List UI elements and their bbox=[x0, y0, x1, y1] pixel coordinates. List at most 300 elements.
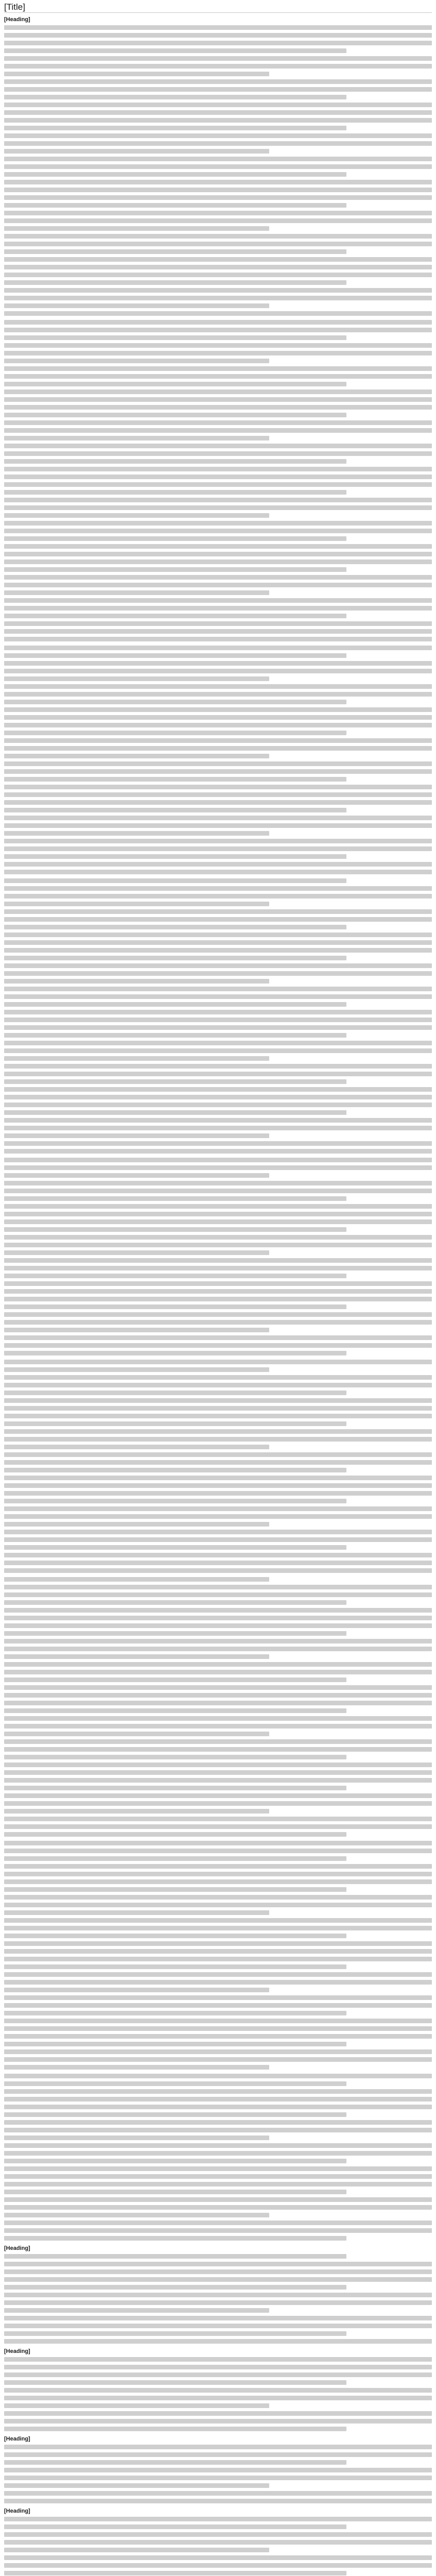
text-line-placeholder bbox=[4, 1522, 269, 1527]
text-line-placeholder bbox=[4, 33, 432, 38]
text-line-placeholder bbox=[4, 87, 432, 92]
text-line-placeholder bbox=[4, 374, 432, 379]
section bbox=[4, 646, 432, 874]
text-line-placeholder bbox=[4, 2532, 432, 2537]
text-line-placeholder bbox=[4, 359, 269, 363]
text-line-placeholder bbox=[4, 2228, 432, 2233]
text-line-placeholder bbox=[4, 544, 432, 549]
text-line-placeholder bbox=[4, 1056, 269, 1061]
text-line-placeholder bbox=[4, 590, 269, 595]
text-line-placeholder bbox=[4, 103, 432, 107]
text-line-placeholder bbox=[4, 707, 432, 712]
text-line-placeholder bbox=[4, 25, 432, 30]
text-line-placeholder bbox=[4, 1335, 432, 1340]
text-line-placeholder bbox=[4, 172, 346, 177]
text-line-placeholder bbox=[4, 1506, 432, 1511]
text-line-placeholder bbox=[4, 552, 432, 556]
text-line-placeholder bbox=[4, 1747, 432, 1752]
text-line-placeholder bbox=[4, 498, 432, 502]
text-line-placeholder bbox=[4, 1103, 432, 1107]
text-line-placeholder bbox=[4, 560, 432, 564]
text-line-placeholder bbox=[4, 1204, 432, 1209]
text-line-placeholder bbox=[4, 1918, 432, 1923]
text-line-placeholder bbox=[4, 133, 432, 138]
text-line-placeholder bbox=[4, 459, 346, 464]
text-line-placeholder bbox=[4, 234, 432, 239]
text-line-placeholder bbox=[4, 598, 432, 603]
text-line-placeholder bbox=[4, 629, 432, 634]
text-line-placeholder bbox=[4, 1212, 432, 1216]
text-line-placeholder bbox=[4, 2269, 432, 2274]
text-line-placeholder bbox=[4, 226, 269, 231]
text-line-placeholder bbox=[4, 1849, 432, 1853]
text-line-placeholder bbox=[4, 1872, 432, 1876]
text-line-placeholder bbox=[4, 1670, 432, 1674]
text-line-placeholder bbox=[4, 917, 432, 922]
text-line-placeholder bbox=[4, 1895, 432, 1900]
text-line-placeholder bbox=[4, 536, 346, 541]
text-line-placeholder bbox=[4, 1165, 432, 1170]
text-line-placeholder bbox=[4, 1716, 432, 1721]
text-line-placeholder bbox=[4, 1957, 432, 1961]
text-line-placeholder bbox=[4, 1530, 432, 1534]
text-line-placeholder bbox=[4, 2555, 432, 2560]
text-line-placeholder bbox=[4, 606, 432, 611]
text-line-placeholder bbox=[4, 149, 269, 154]
section bbox=[4, 320, 432, 641]
text-line-placeholder bbox=[4, 1553, 432, 1557]
text-line-placeholder bbox=[4, 669, 432, 673]
text-line-placeholder bbox=[4, 2205, 432, 2210]
text-line-placeholder bbox=[4, 1616, 432, 1620]
text-line-placeholder bbox=[4, 614, 346, 618]
text-line-placeholder bbox=[4, 2042, 346, 2046]
text-line-placeholder bbox=[4, 963, 432, 968]
text-line-placeholder bbox=[4, 405, 432, 410]
section bbox=[4, 1577, 432, 1837]
text-line-placeholder bbox=[4, 846, 432, 851]
text-line-placeholder bbox=[4, 2324, 432, 2328]
text-line-placeholder bbox=[4, 2112, 346, 2117]
text-line-placeholder bbox=[4, 1545, 346, 1550]
text-line-placeholder bbox=[4, 1452, 432, 1457]
text-line-placeholder bbox=[4, 1647, 432, 1651]
text-line-placeholder bbox=[4, 738, 432, 743]
text-line-placeholder bbox=[4, 157, 432, 161]
text-line-placeholder bbox=[4, 925, 346, 929]
text-line-placeholder bbox=[4, 2491, 432, 2496]
text-line-placeholder bbox=[4, 1778, 432, 1783]
text-line-placeholder bbox=[4, 1437, 432, 1442]
text-line-placeholder bbox=[4, 2483, 269, 2488]
text-line-placeholder bbox=[4, 1693, 432, 1698]
text-line-placeholder bbox=[4, 1274, 346, 1278]
text-line-placeholder bbox=[4, 878, 346, 883]
text-line-placeholder bbox=[4, 956, 346, 960]
text-line-placeholder bbox=[4, 1266, 432, 1270]
text-line-placeholder bbox=[4, 1980, 432, 1985]
text-line-placeholder bbox=[4, 1289, 432, 1294]
text-line-placeholder bbox=[4, 1033, 346, 1038]
text-line-placeholder bbox=[4, 1561, 432, 1565]
text-line-placeholder bbox=[4, 1360, 432, 1364]
text-line-placeholder bbox=[4, 265, 432, 269]
text-line-placeholder bbox=[4, 1189, 432, 1193]
text-line-placeholder bbox=[4, 1972, 432, 1977]
text-line-placeholder bbox=[4, 529, 432, 533]
text-line-placeholder bbox=[4, 1196, 346, 1201]
text-line-placeholder bbox=[4, 1367, 269, 1372]
text-line-placeholder bbox=[4, 1879, 432, 1884]
text-line-placeholder bbox=[4, 328, 432, 332]
text-line-placeholder bbox=[4, 72, 269, 76]
text-line-placeholder bbox=[4, 2003, 432, 2008]
text-line-placeholder bbox=[4, 1483, 432, 1488]
text-line-placeholder bbox=[4, 351, 432, 355]
text-line-placeholder bbox=[4, 2089, 432, 2094]
text-line-placeholder bbox=[4, 1631, 346, 1636]
text-line-placeholder bbox=[4, 1133, 269, 1138]
text-line-placeholder bbox=[4, 2159, 346, 2163]
text-line-placeholder bbox=[4, 2049, 432, 2054]
text-line-placeholder bbox=[4, 2499, 432, 2503]
text-line-placeholder bbox=[4, 2019, 432, 2023]
text-line-placeholder bbox=[4, 41, 432, 45]
text-line-placeholder bbox=[4, 320, 432, 325]
section-heading: [Heading] bbox=[4, 2436, 30, 2442]
text-line-placeholder bbox=[4, 1383, 432, 1387]
text-line-placeholder bbox=[4, 2357, 432, 2362]
section-heading: [Heading] bbox=[4, 16, 30, 23]
text-line-placeholder bbox=[4, 451, 432, 456]
text-line-placeholder bbox=[4, 979, 269, 984]
text-line-placeholder bbox=[4, 420, 432, 425]
text-line-placeholder bbox=[4, 1391, 346, 1395]
text-line-placeholder bbox=[4, 769, 432, 774]
text-line-placeholder bbox=[4, 218, 432, 223]
text-line-placeholder bbox=[4, 1585, 432, 1589]
text-line-placeholder bbox=[4, 854, 346, 859]
text-line-placeholder bbox=[4, 1025, 432, 1030]
text-line-placeholder bbox=[4, 48, 346, 53]
text-line-placeholder bbox=[4, 2262, 432, 2266]
text-line-placeholder bbox=[4, 1995, 432, 2000]
text-line-placeholder bbox=[4, 684, 432, 689]
text-line-placeholder bbox=[4, 870, 432, 874]
section bbox=[4, 2245, 432, 2344]
text-line-placeholder bbox=[4, 1429, 432, 1434]
text-line-placeholder bbox=[4, 1577, 269, 1582]
text-line-placeholder bbox=[4, 1414, 432, 1418]
text-line-placeholder bbox=[4, 1809, 269, 1814]
text-line-placeholder bbox=[4, 1739, 432, 1744]
text-line-placeholder bbox=[4, 257, 432, 262]
text-line-placeholder bbox=[4, 2236, 346, 2241]
text-line-placeholder bbox=[4, 1227, 346, 1232]
text-line-placeholder bbox=[4, 839, 432, 843]
text-line-placeholder bbox=[4, 800, 432, 805]
text-line-placeholder bbox=[4, 948, 432, 953]
text-line-placeholder bbox=[4, 2427, 346, 2431]
text-line-placeholder bbox=[4, 2074, 432, 2078]
text-line-placeholder bbox=[4, 894, 432, 899]
text-line-placeholder bbox=[4, 2081, 346, 2086]
text-line-placeholder bbox=[4, 2143, 432, 2148]
text-line-placeholder bbox=[4, 56, 432, 61]
text-line-placeholder bbox=[4, 366, 432, 371]
text-line-placeholder bbox=[4, 808, 346, 812]
text-line-placeholder bbox=[4, 2388, 432, 2393]
text-line-placeholder bbox=[4, 2065, 269, 2070]
text-line-placeholder bbox=[4, 2365, 432, 2369]
text-line-placeholder bbox=[4, 1793, 432, 1798]
text-line-placeholder bbox=[4, 1219, 432, 1224]
text-line-placeholder bbox=[4, 1623, 432, 1628]
text-line-placeholder bbox=[4, 490, 346, 495]
text-line-placeholder bbox=[4, 2308, 269, 2313]
text-line-placeholder bbox=[4, 288, 432, 293]
text-line-placeholder bbox=[4, 1406, 432, 1411]
text-line-placeholder bbox=[4, 1856, 346, 1861]
section bbox=[4, 2074, 432, 2241]
text-line-placeholder bbox=[4, 505, 432, 510]
text-line-placeholder bbox=[4, 335, 346, 340]
section-heading: [Heading] bbox=[4, 2245, 30, 2251]
text-line-placeholder bbox=[4, 2254, 346, 2259]
text-line-placeholder bbox=[4, 242, 432, 246]
text-line-placeholder bbox=[4, 816, 432, 820]
text-line-placeholder bbox=[4, 1351, 346, 1355]
text-line-placeholder bbox=[4, 2151, 432, 2156]
text-line-placeholder bbox=[4, 2372, 432, 2377]
section bbox=[4, 2507, 432, 2575]
text-line-placeholder bbox=[4, 1801, 432, 1806]
text-line-placeholder bbox=[4, 731, 346, 735]
text-line-placeholder bbox=[4, 203, 346, 208]
text-line-placeholder bbox=[4, 1662, 432, 1667]
text-line-placeholder bbox=[4, 2190, 346, 2194]
text-line-placeholder bbox=[4, 583, 432, 587]
text-line-placeholder bbox=[4, 692, 432, 697]
text-line-placeholder bbox=[4, 1243, 432, 1247]
text-line-placeholder bbox=[4, 715, 432, 720]
text-line-placeholder bbox=[4, 1708, 346, 1713]
text-line-placeholder bbox=[4, 521, 432, 526]
text-line-placeholder bbox=[4, 1988, 269, 1992]
section-heading: [Heading] bbox=[4, 2508, 30, 2514]
text-line-placeholder bbox=[4, 164, 432, 169]
text-line-placeholder bbox=[4, 1762, 432, 1767]
text-line-placeholder bbox=[4, 2026, 432, 2031]
text-line-placeholder bbox=[4, 971, 432, 976]
text-line-placeholder bbox=[4, 2468, 432, 2472]
text-line-placeholder bbox=[4, 1110, 346, 1115]
text-line-placeholder bbox=[4, 2380, 346, 2385]
text-line-placeholder bbox=[4, 1079, 346, 1084]
section bbox=[4, 16, 432, 316]
text-line-placeholder bbox=[4, 2011, 346, 2015]
text-line-placeholder bbox=[4, 567, 346, 572]
section bbox=[4, 2435, 432, 2503]
text-line-placeholder bbox=[4, 2213, 269, 2217]
section bbox=[4, 878, 432, 1154]
text-line-placeholder bbox=[4, 1941, 432, 1946]
text-line-placeholder bbox=[4, 1320, 432, 1325]
text-line-placeholder bbox=[4, 1072, 432, 1076]
text-line-placeholder bbox=[4, 1250, 269, 1255]
text-line-placeholder bbox=[4, 1312, 432, 1317]
text-line-placeholder bbox=[4, 2105, 432, 2109]
text-line-placeholder bbox=[4, 1010, 432, 1014]
text-line-placeholder bbox=[4, 2452, 432, 2457]
text-line-placeholder bbox=[4, 1841, 432, 1845]
text-line-placeholder bbox=[4, 2460, 346, 2465]
text-line-placeholder bbox=[4, 1149, 432, 1154]
text-line-placeholder bbox=[4, 1926, 432, 1930]
text-line-placeholder bbox=[4, 723, 432, 727]
text-line-placeholder bbox=[4, 2182, 432, 2187]
text-line-placeholder bbox=[4, 188, 432, 192]
text-line-placeholder bbox=[4, 1095, 432, 1099]
text-line-placeholder bbox=[4, 754, 269, 758]
text-line-placeholder bbox=[4, 2300, 432, 2305]
text-line-placeholder bbox=[4, 1064, 432, 1069]
text-line-placeholder bbox=[4, 1949, 432, 1954]
text-line-placeholder bbox=[4, 1964, 346, 1969]
text-line-placeholder bbox=[4, 141, 432, 146]
text-line-placeholder bbox=[4, 1041, 432, 1045]
text-line-placeholder bbox=[4, 1887, 346, 1892]
text-line-placeholder bbox=[4, 1499, 346, 1503]
text-line-placeholder bbox=[4, 994, 432, 999]
text-line-placeholder bbox=[4, 1864, 432, 1869]
text-line-placeholder bbox=[4, 2445, 432, 2449]
text-line-placeholder bbox=[4, 2571, 346, 2575]
text-line-placeholder bbox=[4, 1173, 269, 1178]
text-line-placeholder bbox=[4, 621, 432, 626]
text-line-placeholder bbox=[4, 2128, 432, 2132]
text-line-placeholder bbox=[4, 2097, 432, 2102]
text-line-placeholder bbox=[4, 79, 432, 84]
text-line-placeholder bbox=[4, 831, 269, 836]
text-line-placeholder bbox=[4, 2411, 432, 2416]
text-line-placeholder bbox=[4, 1328, 269, 1332]
text-line-placeholder bbox=[4, 1608, 432, 1613]
text-line-placeholder bbox=[4, 1755, 346, 1759]
text-line-placeholder bbox=[4, 1677, 346, 1682]
text-line-placeholder bbox=[4, 118, 432, 123]
text-line-placeholder bbox=[4, 1732, 269, 1736]
text-line-placeholder bbox=[4, 428, 432, 433]
text-line-placeholder bbox=[4, 1654, 269, 1659]
text-line-placeholder bbox=[4, 1126, 432, 1130]
text-line-placeholder bbox=[4, 273, 432, 277]
text-line-placeholder bbox=[4, 2174, 432, 2179]
text-line-placeholder bbox=[4, 1514, 432, 1519]
text-line-placeholder bbox=[4, 1297, 432, 1301]
text-line-placeholder bbox=[4, 296, 432, 300]
text-line-placeholder bbox=[4, 940, 432, 945]
text-line-placeholder bbox=[4, 2517, 432, 2521]
text-line-placeholder bbox=[4, 2339, 432, 2344]
text-line-placeholder bbox=[4, 1343, 432, 1348]
text-line-placeholder bbox=[4, 1491, 432, 1496]
text-line-placeholder bbox=[4, 1600, 346, 1605]
text-line-placeholder bbox=[4, 1235, 432, 1240]
text-line-placeholder bbox=[4, 1002, 346, 1007]
text-line-placeholder bbox=[4, 886, 432, 891]
text-line-placeholder bbox=[4, 785, 432, 789]
section bbox=[4, 1158, 432, 1355]
text-line-placeholder bbox=[4, 110, 432, 115]
text-line-placeholder bbox=[4, 653, 346, 658]
text-line-placeholder bbox=[4, 1934, 346, 1938]
text-line-placeholder bbox=[4, 311, 432, 316]
text-line-placeholder bbox=[4, 1375, 432, 1380]
text-line-placeholder bbox=[4, 1639, 432, 1643]
text-line-placeholder bbox=[4, 2197, 432, 2202]
text-line-placeholder bbox=[4, 1592, 432, 1597]
text-line-placeholder bbox=[4, 646, 432, 650]
text-line-placeholder bbox=[4, 637, 432, 641]
text-line-placeholder bbox=[4, 482, 432, 487]
text-line-placeholder bbox=[4, 1048, 432, 1053]
text-line-placeholder bbox=[4, 1476, 432, 1480]
text-line-placeholder bbox=[4, 1281, 432, 1286]
text-line-placeholder bbox=[4, 1460, 432, 1465]
section bbox=[4, 2348, 432, 2431]
text-line-placeholder bbox=[4, 1141, 432, 1146]
text-line-placeholder bbox=[4, 1158, 432, 1162]
text-line-placeholder bbox=[4, 1537, 432, 1542]
text-line-placeholder bbox=[4, 1786, 346, 1790]
text-line-placeholder bbox=[4, 2548, 269, 2552]
text-line-placeholder bbox=[4, 1568, 432, 1573]
text-line-placeholder bbox=[4, 902, 269, 906]
text-line-placeholder bbox=[4, 2540, 432, 2545]
text-line-placeholder bbox=[4, 1258, 432, 1263]
text-line-placeholder bbox=[4, 467, 432, 471]
text-line-placeholder bbox=[4, 909, 432, 914]
text-line-placeholder bbox=[4, 661, 432, 666]
text-line-placeholder bbox=[4, 575, 432, 580]
text-line-placeholder bbox=[4, 1398, 432, 1403]
text-line-placeholder bbox=[4, 2285, 346, 2290]
text-line-placeholder bbox=[4, 195, 432, 200]
text-line-placeholder bbox=[4, 2057, 432, 2062]
text-line-placeholder bbox=[4, 180, 432, 184]
section bbox=[4, 1841, 432, 2070]
text-line-placeholder bbox=[4, 1118, 432, 1123]
text-line-placeholder bbox=[4, 126, 346, 130]
text-line-placeholder bbox=[4, 2476, 432, 2480]
text-line-placeholder bbox=[4, 676, 269, 681]
text-line-placeholder bbox=[4, 746, 432, 751]
text-line-placeholder bbox=[4, 413, 346, 417]
section-heading: [Heading] bbox=[4, 2348, 30, 2354]
text-line-placeholder bbox=[4, 862, 432, 867]
text-line-placeholder bbox=[4, 2293, 432, 2297]
text-line-placeholder bbox=[4, 1724, 432, 1728]
text-line-placeholder bbox=[4, 249, 346, 254]
text-line-placeholder bbox=[4, 1018, 432, 1022]
text-line-placeholder bbox=[4, 1910, 269, 1915]
page-title: [Title] bbox=[4, 3, 432, 13]
text-line-placeholder bbox=[4, 474, 432, 479]
text-line-placeholder bbox=[4, 1087, 432, 1092]
text-line-placeholder bbox=[4, 1468, 346, 1472]
section bbox=[4, 1360, 432, 1573]
